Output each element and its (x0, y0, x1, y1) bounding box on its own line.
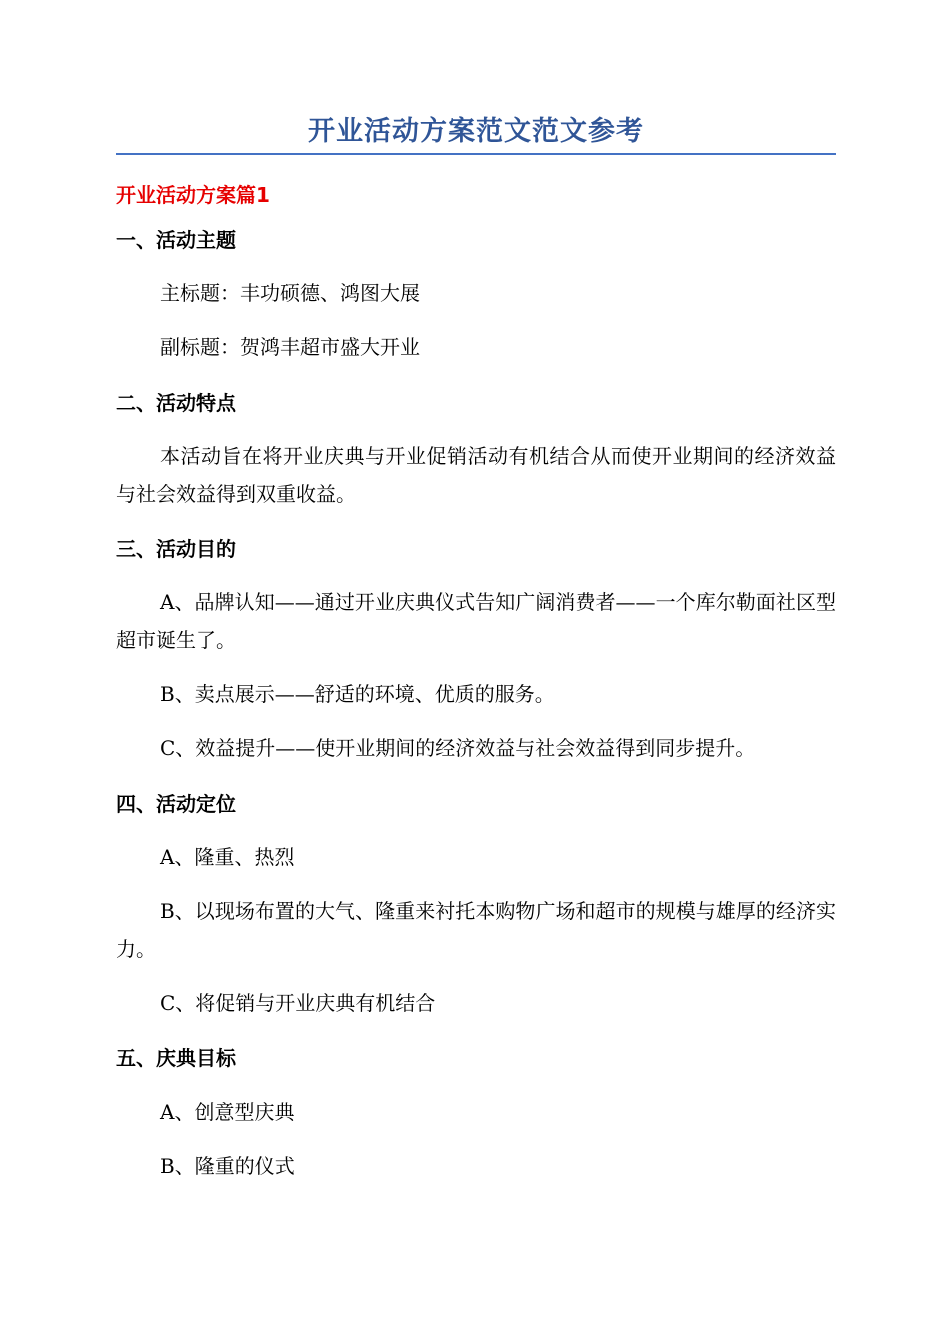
paragraph-positioning-c: C、将促销与开业庆典有机结合 (160, 991, 436, 1015)
heading-celebration-goals: 五、庆典目标 (116, 1046, 236, 1070)
paragraph-features: 本活动旨在将开业庆典与开业促销活动有机结合从而使开业期间的经济效益与社会效益得到双重收益。 (116, 444, 836, 506)
title-underline (116, 153, 836, 155)
paragraph-goals-b: B、隆重的仪式 (160, 1154, 295, 1178)
section-title: 开业活动方案篇1 (116, 183, 270, 207)
document-title: 开业活动方案范文范文参考 (308, 116, 644, 147)
paragraph-purpose-c: C、效益提升——使开业期间的经济效益与社会效益得到同步提升。 (160, 736, 756, 760)
heading-activity-features: 二、活动特点 (116, 391, 236, 415)
paragraph-purpose-b: B、卖点展示——舒适的环境、优质的服务。 (160, 682, 555, 706)
paragraph-main-title: 主标题：丰功硕德、鸿图大展 (160, 281, 420, 305)
paragraph-positioning-a: A、隆重、热烈 (160, 845, 295, 869)
heading-activity-purpose: 三、活动目的 (116, 537, 236, 561)
paragraph-purpose-a: A、品牌认知——通过开业庆典仪式告知广阔消费者——一个库尔勒面社区型超市诞生了。 (116, 590, 836, 652)
paragraph-positioning-b: B、以现场布置的大气、隆重来衬托本购物广场和超市的规模与雄厚的经济实力。 (116, 899, 836, 961)
heading-activity-positioning: 四、活动定位 (116, 792, 236, 816)
paragraph-goals-a: A、创意型庆典 (160, 1100, 295, 1124)
heading-activity-theme: 一、活动主题 (116, 228, 236, 252)
paragraph-subtitle: 副标题：贺鸿丰超市盛大开业 (160, 335, 420, 359)
